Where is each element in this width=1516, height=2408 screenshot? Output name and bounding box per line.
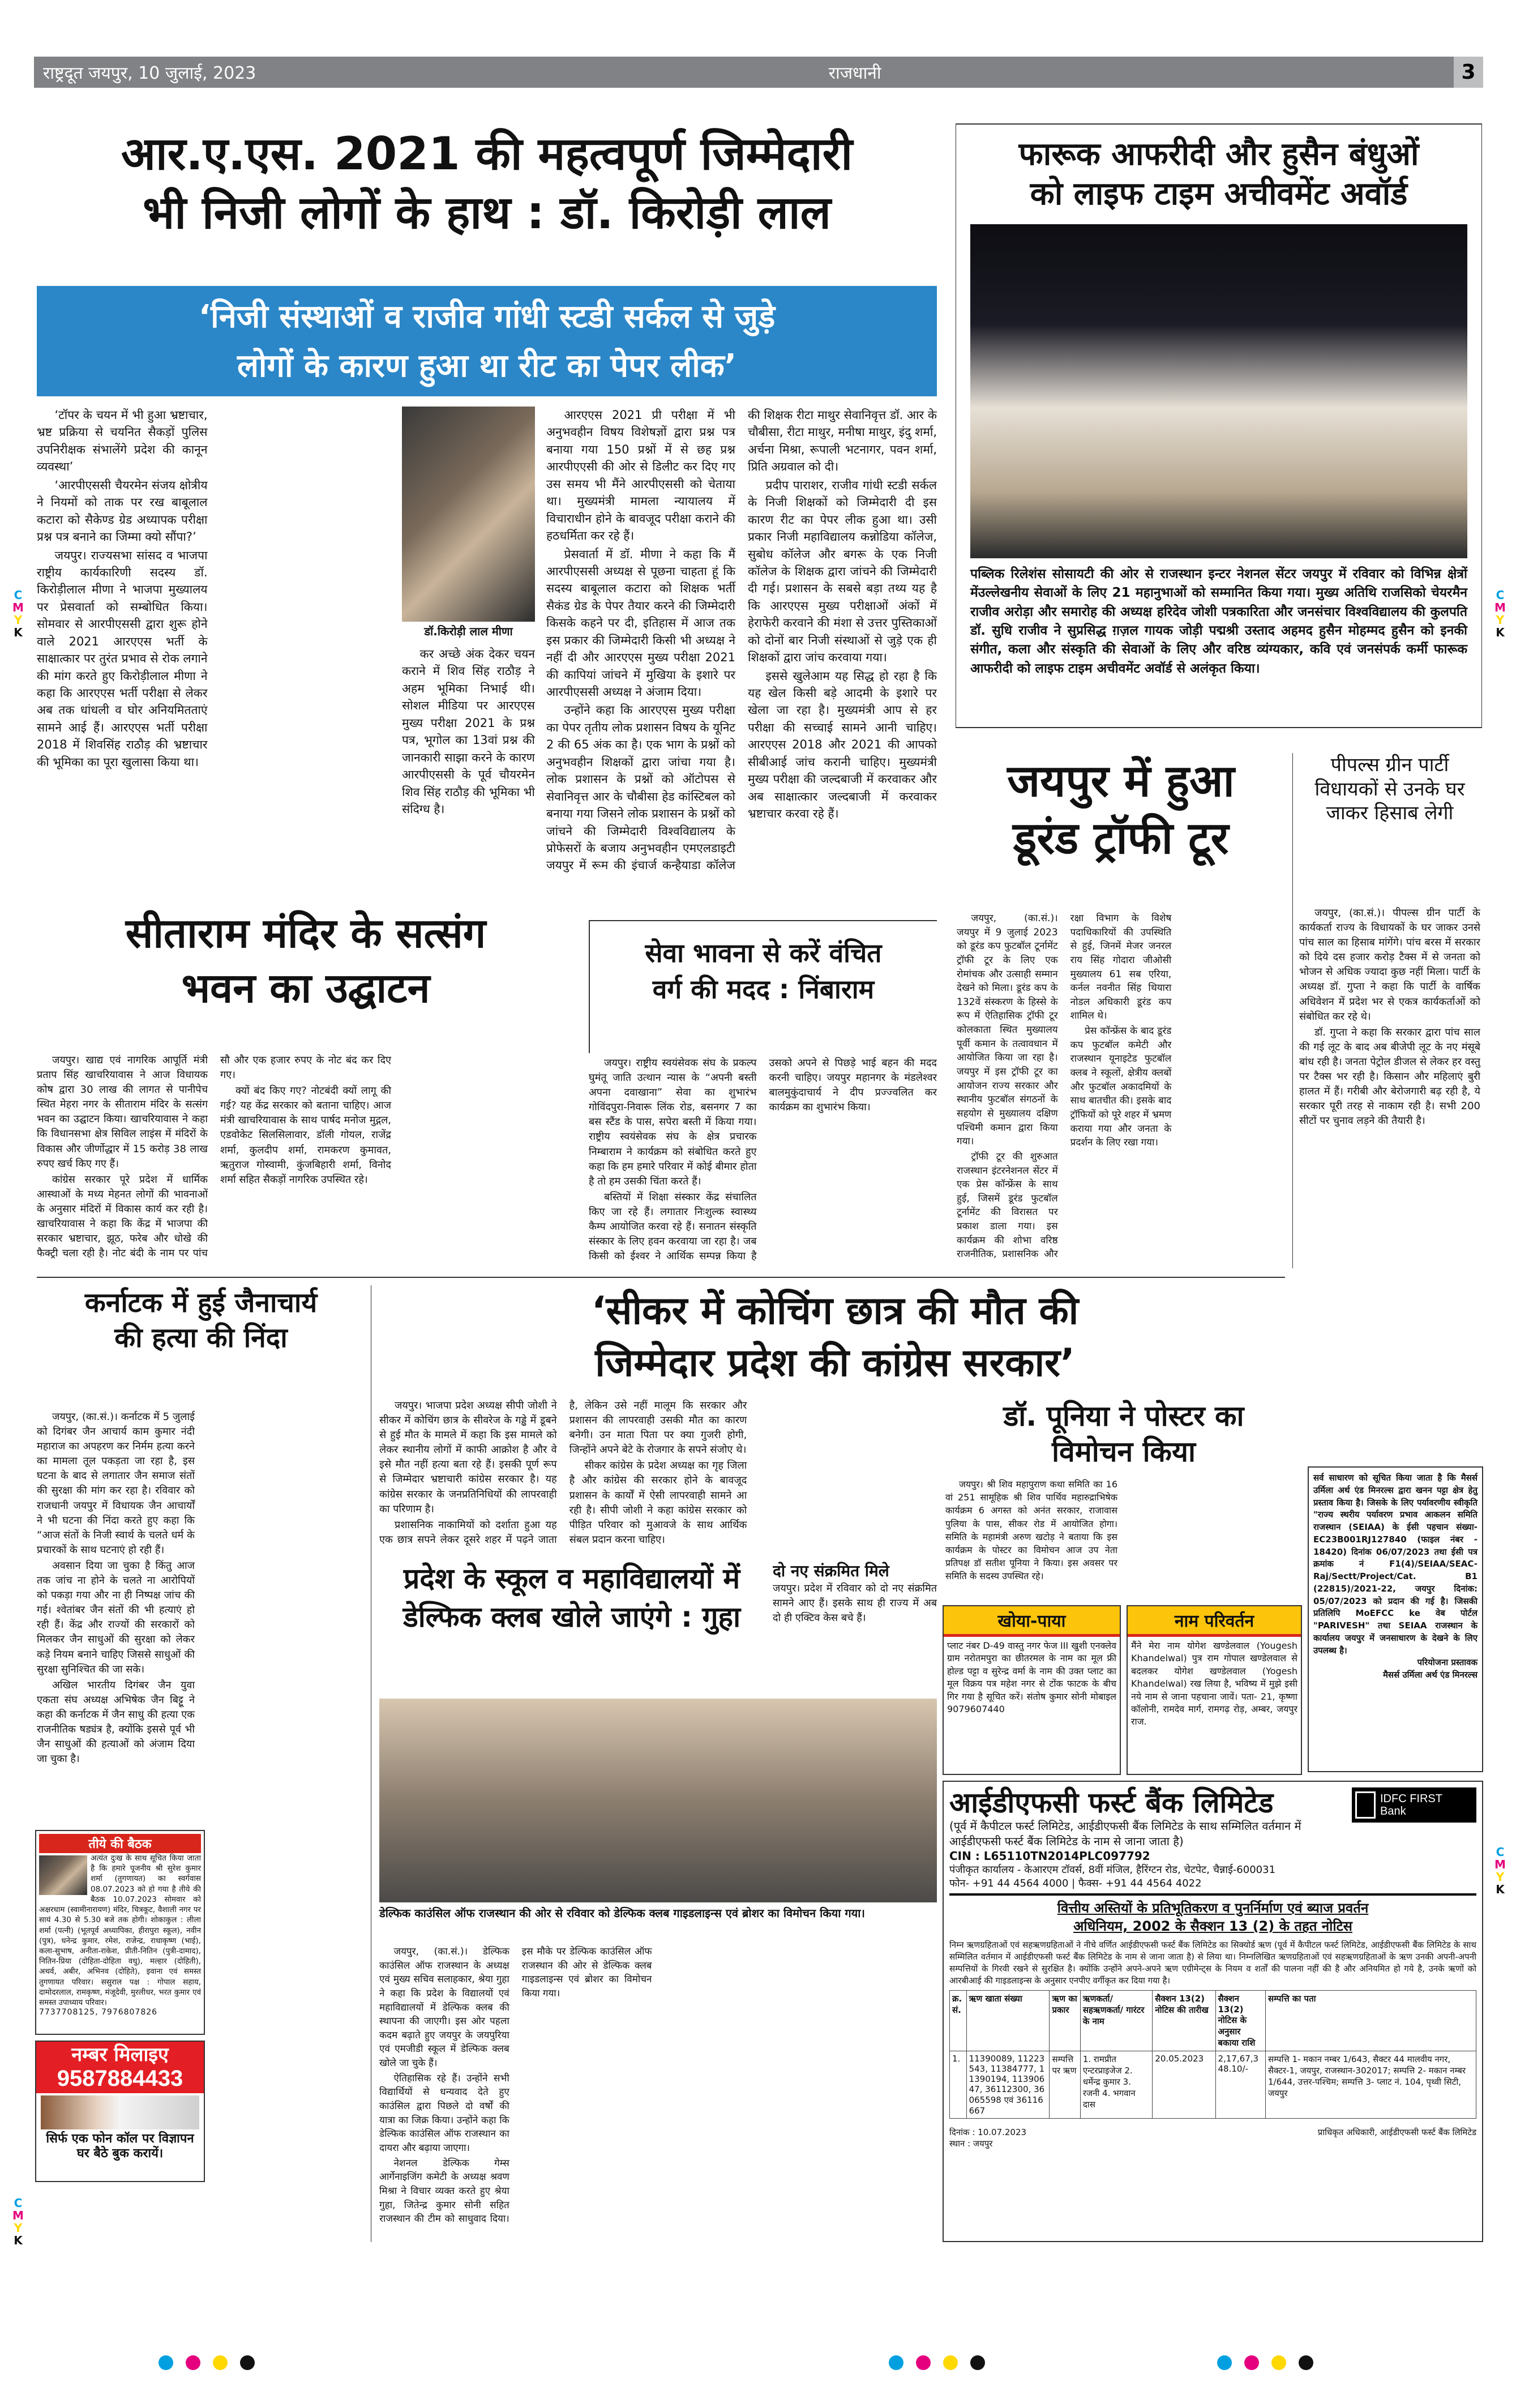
- divider: [37, 1277, 1285, 1278]
- keypad-image: [41, 2095, 199, 2129]
- lead-banner: [37, 286, 937, 396]
- seva-headline-box: [589, 920, 937, 1053]
- sikar-body: [379, 1398, 937, 1551]
- award-headline-line2: को लाइफ टाइम अचीवमेंट अवॉर्ड: [1030, 176, 1408, 212]
- paragraph: इससे खुलेआम यह सिद्ध हो रहा है कि यह खेल किसी बड़े आदमी के इशारे पर खेला जा रहा है। मुख्यमंत्री आप से हर परीक्षा की सच्चाई सामने आनी चाहिए। आरएएस 2018 और 2021 की आपको सीबीआई जांच करानी चाहिए। मुख्यमंत्री मुख्य परीक्षा की जल्दबाजी में करवाकर और अब साक्षात्कार जल्दबाजी में करवाकर भ्रष्टाचार करवा रहे हैं।: [748, 669, 937, 821]
- paragraph: अखिल भारतीय दिगंबर जैन युवा एकता संघ अध्यक्ष अभिषेक जैन बिट्टू ने कहा की कर्नाटक में जैन साधु की हत्या एक राजनीतिक षड्यंत्र है, क्योंकि इससे पूर्व भी जैन साधुओं की हत्याओं को अंजाम दिया जा चुका है।: [37, 1679, 195, 1765]
- paragraph: जयपुर। भाजपा प्रदेश अध्यक्ष सीपी जोशी ने सीकर में कोचिंग छात्र के सीवरेज के गड्ढे में डूबने से हुई मौत के मामले में कहा कि इस मामले को लेकर स्थानीय लोगों में काफी आक्रोश है और वे इसे मौत नहीं हत्या बता रहे हैं। इसकी पूर्ण रूप से जिम्मेदार भ्रष्टाचारी कांग्रेस सरकार है। यह कांग्रेस सरकार के जनप्रतिनिधियों की लापरवाही का परिणाम है।: [379, 1400, 557, 1515]
- col-header: ऋणकर्ता/सहऋणकर्ता/ गारंटर के नाम: [1080, 1990, 1153, 2051]
- ad-title: नम्बर मिलाइए: [71, 2043, 169, 2066]
- ad-phone-number: 9587884433: [57, 2066, 183, 2092]
- sikar-headline-line1: ‘सीकर में कोचिंग छात्र की मौत की: [591, 1289, 1079, 1333]
- notice-title: [949, 1899, 1476, 1936]
- table-row: [950, 2051, 1476, 2118]
- delphic-headline-line2: डेल्फिक क्लब खोले जाएंगे : गुहा: [402, 1600, 741, 1633]
- paragraph: अवसान दिया जा चुका है किंतु आज तक जांच ना होने के चलते ना आरोपियों को पकड़ा गया और ना ही निष्पक्ष जांच की गई। श्वेतांबर जैन संतों की भी हत्याएं हो रही हैं। केंद्र और राज्यों की सरकारों को मिलकर जैन साधुओं की सुरक्षा को लेकर कड़े नियम बनाने चाहिए जिससे साधुओं की सुरक्षा सुनिश्चित की जा सके।: [37, 1559, 195, 1675]
- name-change-title: नाम परिवर्तन: [1128, 1606, 1301, 1637]
- cell: 11390089, 11223543, 11384777, 11390194, 11390647, 36112300, 36065598 एवं 36116667: [966, 2051, 1050, 2118]
- seva-body: [589, 1056, 937, 1268]
- notice-title-line1: वित्तीय अस्तियों के प्रतिभूतिकरण व पुनर्निर्माण एवं ब्याज प्रवर्तन: [1057, 1900, 1369, 1916]
- delphic-event-photo: [379, 1699, 937, 1902]
- idfc-logo-mark-icon: [1355, 1791, 1376, 1819]
- col-header: सैक्शन 13(2) नोटिस के अनुसार बकाया राशि: [1215, 1990, 1266, 2051]
- lead-body-middle: [402, 645, 535, 882]
- notice-signature: प्राधिकृत अधिकारी, आईडीएफसी फर्स्ट बैंक लिमिटेड: [1317, 2127, 1476, 2137]
- idfc-office: पंजीकृत कार्यालय - केआरएम टॉवर्स, 8वीं मंजिल, हैरिंग्टन रोड, चेटपेट, चैन्नाई-600031: [949, 1864, 1276, 1876]
- deceased-photo: [39, 1855, 87, 1895]
- notice-signatory: मैसर्स उर्मिला अर्थ एंड मिनरल्स: [1382, 1670, 1478, 1680]
- notice-place: स्थान : जयपुर: [949, 2138, 993, 2149]
- cmyk-mark: C M Y K: [12, 588, 24, 639]
- lead-body-right: [546, 407, 937, 882]
- registration-dots: [1217, 2355, 1326, 2372]
- cell: सम्पत्ति पर ऋण: [1050, 2051, 1080, 2118]
- delphic-photo-caption: डेल्फिक काउंसिल ऑफ राजस्थान की ओर से रविवार को डेल्फिक क्लब गाइडलाइन्स एवं ब्रोशर का विमोचन किया गया।: [379, 1906, 865, 1920]
- idfc-title: आईडीएफसी फर्स्ट बैंक लिमिटेड: [949, 1786, 1274, 1819]
- notice-title-line2: अधिनियम, 2002 के सैक्शन 13 (2) के तहत नोटिस: [1073, 1918, 1352, 1935]
- banner-line1: ‘निजी संस्थाओं व राजीव गांधी स्टडी सर्कल से जुड़े: [198, 298, 776, 335]
- durand-headline: [957, 753, 1285, 868]
- cell: 20.05.2023: [1153, 2051, 1215, 2118]
- registration-dots: [889, 2355, 997, 2372]
- paragraph: बस्तियों में शिक्षा संस्कार केंद्र संचालित किए जा रहे हैं। लगातार निःशुल्क स्वास्थ्य कैम्प आयोजित करवा रहे हैं। सनातन संस्कृति संस्कार के लिए हवन करवाया जा रहा है। जब किसी को ईश्वर ने आर्थिक सम्पन्न किया है उसको अपने से पिछड़े भाई बहन की मदद करनी चाहिए। जयपुर महानगर के मंडलेश्वर बालमुकुंदाचार्य ने दीप प्रज्ज्वलित कर कार्यक्रम का शुभारंभ किया।: [589, 1057, 937, 1263]
- sikar-headline: [379, 1285, 1291, 1389]
- poonia-body: [945, 1478, 1302, 1599]
- poonia-headline-line2: विमोचन किया: [1052, 1435, 1196, 1468]
- lost-found-title: खोया-पाया: [944, 1606, 1120, 1637]
- notice-date: दिनांक : 10.07.2023: [949, 2127, 1027, 2137]
- col-header: सम्पत्ति का पता: [1266, 1990, 1476, 2051]
- paragraph: जयपुर। श्री शिव महापुराण कथा समिति का 16 वां 251 सामूहिक श्री शिव पार्थिव महारुद्राभिषेक कार्यक्रम 6 अगस्त को अनंत सरकार, राजावास पुलिया के पास, सीकर रोड में आयोजित होगा। समिति के महामंत्री अरुण खटोड़ ने बताया कि इस कार्यक्रम के पोस्टर का विमोचन आज उप नेता प्रतिपक्ष डॉ सतीश पूनिया ने किया। इस अवसर पर समिति के सदस्य उपस्थित रहे।: [945, 1479, 1117, 1582]
- poonia-headline-line1: डॉ. पूनिया ने पोस्टर का: [1003, 1400, 1244, 1432]
- delphic-body: [379, 1945, 937, 2236]
- infections-text: जयपुर। प्रदेश में रविवार को दो नए संक्रमित सामने आए हैं। इसके साथ ही राज्य में अब दो ही एक्टिव केस बचे हैं।: [773, 1582, 937, 1624]
- notice-signatory-title: परियोजना प्रस्तावक: [1417, 1657, 1478, 1668]
- dateline: राष्ट्रदूत जयपुर, 10 जुलाई, 2023: [43, 63, 256, 83]
- photo-caption: डॉ.किरोड़ी लाल मीणा: [424, 625, 513, 638]
- paragraph: कर अच्छे अंक देकर चयन कराने में शिव सिंह राठौड़ ने अहम भूमिका निभाई थी। सोशल मीडिया पर आरएएस मुख्य परीक्षा 2021 के प्रश्न पत्र, भूगोल का 13वां प्रश्न की जानकारी साझा करने के कारण आरपीएससी के पूर्व चौयरमेन शिव सिंह राठौड़ की भूमिका भी संदिग्ध है।: [402, 647, 535, 816]
- notice-body: निम्न ऋणग्रहिताओं एवं सहऋणग्रहिताओं ने नीचे वर्णित आईडीएफसी फर्स्ट बैंक लिमिटेड का सिक्योर्ड ऋण (पूर्व में कैपीटल फर्स्ट लिमिटेड, आईडीएफसी बैंक लिमिटेड के साथ सम्मिलित वर्तमान में आईडीएफसी फर्स्ट बैंक लिमिटेड के नाम से जाना जाता है) से लिया था। निम्नलिखित ऋणग्रहिताओं एवं सहऋणग्रहिताओं के ऋण उनकी अपनी-अपनी सम्पत्तियों के गिरवी रखने से सुरक्षित है। क्योंकि उन्होंने अपने-अपने ऋण एग्रीमेन्ट्स के नियम व शर्तों की पालना नहीं की है और अनियमित हो गये है, उनके ऋणों को आरबीआई की गाइडलाइन्स के अनुसार एनपीए वर्गीकृत कर दिया गया है।: [949, 1939, 1476, 1986]
- lost-found-text: प्लाट नंबर D-49 वास्तु नगर फेज III खुशी एनक्लेव ग्राम नरोतमपुरा का छीतरमल के नाम का मूल फ्री होल्ड पट्टा व सुरेन्द्र वर्मा के नाम की उक्त प्लाट का मूल विक्रय पत्र महेश नगर से टोंक फाटक के बीच गिर गया है सूचित करें। संतोष कुमार सोनी मोबाइल 9079607440: [947, 1640, 1116, 1714]
- paragraph: क्यों बंद किए गए? नोटबंदी क्यों लागू की गई? यह केंद्र सरकार को बताना चाहिए। आज मंत्री खाचरियावास के साथ पार्षद मनोज मुद्गल, एडवोकेट सिलसिलावार, डॉली गोयल, राजेंद्र शर्मा, कुलदीप शर्मा, रामकरण कुमावत, ऋतुराज गोस्वामी, कुंजबिहारी शर्मा, विनोद शर्मा सहित सैकड़ों नागरिक उपस्थित रहे।: [220, 1085, 391, 1186]
- cell: 2,17,67,348.10/-: [1215, 2051, 1266, 2118]
- paragraph: प्रशासनिक नाकामियों को दर्शाता हुआ यह एक छात्र सपने लेकर दूसरे शहर में पढ़ने जाता है, लेकिन उसे नहीं मालूम कि सरकार और प्रशासन की लापरवाही उसकी मौत का कारण बनेगी। उन माता पिता पर क्या गुजरी होगी, जिन्होंने अपने बेटे के रोजगार के सपने संजोए थे।: [379, 1400, 747, 1546]
- delphic-headline: [379, 1560, 764, 1636]
- paragraph: जयपुर। खाद्य एवं नागरिक आपूर्ति मंत्री प्रताप सिंह खाचरियावास ने आज विधायक कोष द्वारा 30 लाख की लागत से पानीपेच स्थित मेहरा नगर के सीताराम मंदिर के सत्संग भवन का उद्घाटन किया। खाचरियावास ने कहा कि विधानसभा क्षेत्र सिविल लाइंस में मंदिरों के विकास और जीर्णोद्धार में 15 करोड़ 38 लाख रुपए खर्च किए गए हैं।: [37, 1054, 208, 1170]
- column-rule: [1292, 753, 1293, 1268]
- masthead: [34, 57, 1483, 88]
- idfc-subtitle: (पूर्व में कैपीटल फर्स्ट लिमिटेड, आईडीएफसी बैंक लिमिटेड के साथ सम्मिलित वर्तमान में आईडीएफसी फर्स्ट बैंक लिमिटेड के नाम से जाना जाता है): [949, 1819, 1301, 1848]
- obituary-text: अत्यंत दुःख के साथ सूचित किया जाता है कि हमारे पूजनीय श्री सुरेश कुमार शर्मा (तुगणायत) का स्वर्गवास 08.07.2023 को हो गया है तीये की बैठक 10.07.2023 सोमवार को अक्षरधाम (स्वामीनारायण) मंदिर, चित्रकूट, वैशाली नगर पर सायं 4.30 से 5.30 बजे तक होगी। शोकाकुल : लीला शर्मा (पत्नी) (भूतपूर्व अध्यापिका, हीरापुरा स्कूल), नवीन (पुत्र), धनेन्द्र कुमार, रमेश, राजेन्द्र, राधाकृष्ण (भाई), कला-सुभाष, अनीता-राकेश, प्रीती-नितिन (पुत्री-दामाद), नितिन-प्रिया (दोहिता-दोहिता वधु), मल्हार (दोहिती), अथर्व, अबीर, अभिनव (दोहिते), इवाना एवं समस्त तुगणायत परिवार। ससुराल पक्ष : गोपाल सहाय, दामोदरलाल, रामकृष्ण, मंजूदेवी, मुरलीधर, भरत कुमार एवं समस्त उपाध्याय परिवार।: [39, 1854, 201, 2008]
- idfc-cin: CIN : L65110TN2014PLC097792: [949, 1849, 1150, 1863]
- logo-line1: IDFC FIRST: [1380, 1793, 1442, 1805]
- name-change-box: [1127, 1605, 1302, 1775]
- sitaram-headline: [37, 906, 575, 1016]
- col-header: ऋण खाता संख्या: [966, 1990, 1050, 2051]
- durand-headline-line2: डूरंड ट्रॉफी टूर: [1013, 813, 1229, 865]
- award-caption: पब्लिक रिलेशंस सोसायटी की ओर से राजस्थान इन्टर नेशनल सेंटर जयपुर में रविवार को विभिन्न क्षेत्रों मेंउल्लेखनीय सेवाओं के लिए 21 महानुभाओं को सम्मानित किया गया। मुख्य अतिथि राजसिको चेयरमैन राजीव अरोड़ा और समारोह की अध्यक्ष हरिदेव जोशी पत्रकारिता और जनसंचार विश्वविद्यालय की कुलपति डॉ. सुधि राजीव ने सुप्रसिद्ध ग़ज़ल गायक जोड़ी पद्मश्री उस्ताद अहमद हुसैन मोहम्मद हुसैन को इनकी संगीत, कला और संस्कृति की सेवाओं के लिए और वरिष्ठ व्यंग्यकार, कवि एवं जनसंपर्क कर्मी फारूक आफरीदी को लाइफ टाइम अचीवमेंट अवॉर्ड से अलंकृत किया।: [970, 567, 1467, 676]
- paragraph: जयपुर, (का.सं.)। डेल्फिक काउंसिल ऑफ राजस्थान के अध्यक्ष एवं मुख्य सचिव सलाहकार, श्रेया गुहा ने कहा कि प्रदेश के विद्यालयों एवं महाविद्यालयों में डेल्फिक क्लब की स्थापना की जाएगी। इस ओर पहला कदम बढ़ाते हुए जयपुर के जयपुरिया एवं एमजीडी स्कूल में डेल्फिक क्लब खोले जा चुके हैं।: [379, 1946, 509, 2069]
- divider: [949, 1893, 1476, 1896]
- infections-story: [773, 1560, 937, 1690]
- loan-table: [949, 1990, 1476, 2119]
- idfc-logo: [1352, 1787, 1476, 1823]
- environment-notice: [1308, 1466, 1483, 1772]
- registration-dots: [159, 2355, 267, 2372]
- paragraph: डॉ. गुप्ता ने कहा कि सरकार द्वारा पांच साल की गई लूट के बाद अब बीजेपी लूट के नए मंसूबे बांध रही है। जनता पेट्रोल डीजल से लेकर हर वस्तु पर टैक्स भर रही है। किसान और महिलाएं बुरी हालत में हैं। गरीबी और बेरोजगारी बढ़ रही है, ये सरकार पूरी तरह से नाकाम रही है। सभी 200 सीटों पर चुनाव लड़ने की तैयारी है।: [1299, 1026, 1480, 1127]
- paragraph: जयपुर। राज्यसभा सांसद व भाजपा राष्ट्रीय कार्यकारिणी सदस्य डॉ. किरोड़ीलाल मीणा ने भाजपा मुख्यालय पर प्रेसवार्ता को सम्बोधित किया। सोमवार से आरपीएससी द्वारा शुरू होने वाले 2021 आरएएस भर्ती के साक्षात्कार पर तुरंत प्रभाव से रोक लगाने की मांग करते हुए किरोड़ीलाल मीणा ने कहा कि आरएएस भर्ती परीक्षा से लेकर अब तक धांधली व घोर अनियमितताएं सामने आई हैं। आरएएस भर्ती परीक्षा 2018 में शिवसिंह राठौड़ की भ्रष्टाचार की भूमिका का पूरा खुलासा किया था।: [37, 548, 208, 769]
- cell: 1. रामप्रीत एन्टरप्राइजेज 2. धर्मेन्द्र कुमार 3. रजनी 4. भगवान दास: [1080, 2051, 1153, 2118]
- karnataka-headline-line1: कर्नाटक में हुई जैनाचार्य: [84, 1287, 318, 1319]
- paragraph: सीकर कांग्रेस के प्रदेश अध्यक्ष का गृह जिला है और कांग्रेस की सरकार होने के बावजूद प्रशासन के कार्यों में ऐसी लापरवाही सामने आ रही है। सीपी जोशी ने कहा कांग्रेस सरकार को पीड़ित परिवार को मुआवजे के साथ आर्थिक संबल प्रदान करना चाहिए।: [569, 1460, 747, 1546]
- paragraph: प्रदीप पाराशर, राजीव गांधी स्टडी सर्कल के निजी शिक्षकों को जिम्मेदारी दी इस कारण रीट का पेपर लीक हुआ था। उसी प्रकार निजी महाविद्यालय कन्नोडिया कॉलेज, सुबोध कॉलेज और बगरू के एक निजी कॉलेज के शिक्षक द्वारा जांचने की जिम्मेदारी दी गई। प्रशासन के सबसे बड़ा तथ्य यह है कि आरएएस मुख्य परीक्षाओं अंकों में हेराफेरी करवाने की मंशा से उत्तर पुस्तिकाओं को दोनों बार निजी संस्थाओं से जुड़े एक ही शिक्षकों द्वारा जांच करवाया गया।: [748, 478, 937, 665]
- sitaram-body: [37, 1053, 575, 1268]
- page-number: 3: [1454, 57, 1483, 88]
- seva-headline-line2: वर्ग की मदद : निंबाराम: [652, 974, 875, 1005]
- award-ceremony-photo: [970, 224, 1467, 558]
- paragraph: जयपुर, (का.सं.)। जयपुर में 9 जुलाई 2023 को डूरंड कप फुटबॉल टूर्नामेंट ट्रॉफी टूर के लिए एक रोमांचक और उत्साही सम्मान देखने को मिला। डूरंड कप के 132वें संस्करण के हिस्से के रूप में ऐतिहासिक ट्रॉफी टूर कोलकाता स्थित मुख्यालय पूर्वी कमान के तत्वावधान में आयोजित किया जा रहा है। जयपुर में इस ट्रॉफी टूर का आयोजन राज्य सरकार और स्थानीय फुटबॉल संगठनों के सहयोग से मुख्यालय दक्षिण पश्चिमी कमान द्वारा किया गया।: [957, 913, 1058, 1148]
- cell: 1.: [950, 2051, 967, 2118]
- col-header: क्र. सं.: [950, 1990, 967, 2051]
- obituary-box: [35, 1830, 205, 2035]
- cmyk-mark: C M Y K: [1494, 1845, 1506, 1896]
- lost-found-box: [943, 1605, 1121, 1775]
- karnataka-body: [37, 1410, 365, 1826]
- obituary-phones: 7737708125, 7976807826: [39, 2008, 158, 2017]
- paragraph: कांग्रेस सरकार पूरे प्रदेश में धार्मिक आस्थाओं के मध्य मेहनत लोगों की भावनाओं के अनुसार मंदिरों में विकास कार्य कर रही है। खाचरियावास ने कहा कि केंद्र में भाजपा की सरकार भ्रष्टाचार, झूठ, फरेब और धोखे की फैक्ट्री चला रही है। नोट बंदी के नाम पर पांच सौ और एक हजार रुपए के नोट बंद कर दिए गए।: [37, 1054, 391, 1260]
- karnataka-headline: [37, 1285, 365, 1356]
- cell: सम्पत्ति 1- मकान नम्बर 1/643, सैक्टर 44 मालवीय नगर, सैक्टर-1, जयपुर, राजस्थान-302017; सम्पत्ति 2- मकान नम्बर 1/644, उत्तर-पश्चिम; सम्पत्ति 3- प्लाट नं. 104, पृथ्वी सिटी, जयपुर: [1266, 2051, 1476, 2118]
- paragraph: जयपुर, (का.सं.)। पीपल्स ग्रीन पार्टी के कार्यकर्ता राज्य के विधायकों के घर जाकर उनसे पांच साल का हिसाब मांगेंगे। पांच बरस में सरकार को दिये दस हजार करोड़ टैक्स में से जनता को भोजन से अधिक ज्यादा कुछ नहीं मिला। पार्टी के अध्यक्ष डॉ. गुप्ता ने कहा कि पार्टी के वार्षिक अधिवेशन में प्रदेश भर से एकत्र कार्यकर्ताओं को संबोधित कर रहे थे।: [1299, 907, 1480, 1023]
- notice-text: सर्व साधारण को सूचित किया जाता है कि मैसर्स उर्मिला अर्थ एंड मिनरल्स द्वारा खनन पट्टा क्षेत्र हेतु प्रस्ताव किया है। जिसके के लिए पर्यावरणीय स्वीकृति "राज्य स्थरीय पर्यावरण प्रभाव आकलन समिति राजस्थान (SEIAA) के ईसी पहचान संख्या-EC23B001RJ127840 (फाइल नंबर - 18420) दिनांक 06/07/2023 तथा ईसी पत्र क्रमांक नं F1(4)/SEIAA/SEAC-Raj/Sectt/Project/Cat. B1 (22815)/2021-22, जयपुर दिनांक: 05/07/2023 को प्रदान की गई है। जिसकी प्रतिलिपि MoEFCC ke वेब पोर्टल "PARIVESH" तथा SEIAA राजस्थान के कार्यालय जयपुर में जनसाधारण के देखने के लिए उपलब्ध है।: [1313, 1473, 1478, 1656]
- obituary-title: तीये की बैठक: [39, 1834, 201, 1853]
- col-header: ऋण का प्रकार: [1050, 1990, 1080, 2051]
- name-change-text: मैंने मेरा नाम योगेश खण्डेलवाल (Yougesh Khandelwal) पुत्र राम गोपाल खण्डेलवाल से बदलकर योगेश खण्डेलवाल (Yogesh Khandelwal) रख लिया है, भविष्य में मुझे इसी नये नाम से जाना पहचाना जावें। पता- 21, कृष्णा कॉलोनी, रामदेव मार्ग, रामगढ़ रोड़, अम्बर, जयपुर राज.: [1131, 1640, 1297, 1727]
- paragraph: जयपुर। राष्ट्रीय स्वयंसेवक संघ के प्रकल्प घुमंतू जाति उत्थान न्यास के “अपनी बस्ती अपना दवाखाना” सेवा का शुभारंभ गोविंदपुरा-निवारू लिंक रोड, बसनगर 7 का बस स्टैंड के पास, सपेरा बस्ती में किया गया। राष्ट्रीय स्वयंसेवक संघ के क्षेत्र प्रचारक निम्बाराम ने कार्यक्रम को संबोधित करते हुए कहा कि हम हमारे परिवार में कोई बीमार होता है तो हम उसकी चिंता करते हैं।: [589, 1057, 757, 1187]
- lead-body-left: [37, 407, 391, 882]
- poonia-headline: [945, 1398, 1302, 1469]
- peoples-body: [1299, 906, 1480, 1455]
- paragraph: ऐतिहासिक रहे हैं। उन्होंने सभी विद्यार्थियों से धन्यवाद देते हुए काउंसिल द्वारा पिछले दो वर्षों की यात्रा का जिक्र किया। उन्होंने कहा कि डेल्फिक काउंसिल ऑफ राजस्थान का दायरा और बढ़ाया जाएगा।: [379, 2072, 509, 2154]
- lead-headline: [37, 125, 937, 242]
- paragraph: जयपुर, (का.सं.)। कर्नाटक में 5 जुलाई को दिगंबर जैन आचार्य काम कुमार नंदी महाराज का अपहरण कर निर्मम हत्या करने का मामला तूल पकड़ता जा रहा है, इस घटना के बाद से लगातार जैन समाज संतों की सुरक्षा की मांग कर रहा है। रविवार को राजधानी जयपुर में विधायक जैन आचार्यों ने भी घटना की निंदा करते हुए कहा कि “आज संतों के निजी स्वार्थ के चलते धर्म के प्रचारकों के साथ घटनाएं हो रही हैं।: [37, 1411, 195, 1556]
- sitaram-headline-line1: सीताराम मंदिर के सत्संग: [125, 909, 486, 957]
- paragraph: ‘आरपीएससी चैयरमेन संजय क्षोत्रीय ने नियमों को ताक पर रख बाबूलाल कटारा को सैकेण्ड ग्रेड अध्यापक परीक्षा प्रश्न पत्र बनाने का जिम्मा क्यो सौंपा?’: [37, 478, 208, 544]
- section-name: राजधानी: [828, 63, 881, 83]
- lead-headline-line2: भी निजी लोगों के हाथ : डॉ. किरोड़ी लाल: [143, 186, 831, 239]
- durand-body: [957, 912, 1285, 1268]
- karnataka-headline-line2: की हत्या की निंदा: [114, 1322, 288, 1354]
- paragraph: नेशनल डेल्फिक गेम्स आर्गेनाइजिंग कमेटी के अध्यक्ष श्रवण मिश्रा ने विचार व्यक्त करते हुए श्रेया गुहा, जितेन्द्र कुमार सोनी सहित राजस्थान की टीम को साधुवाद दिया। इस मौके पर डेल्फिक काउंसिल ऑफ राजस्थान की ओर से डेल्फिक क्लब गाइडलाइन्स एवं ब्रोशर का विमोचन किया गया।: [379, 1946, 652, 2225]
- sikar-headline-line2: जिम्मेदार प्रदेश की कांग्रेस सरकार’: [595, 1340, 1075, 1385]
- paragraph: प्रेसवार्ता में डॉ. मीणा ने कहा कि मैं आरपीएससी अध्यक्ष से पूछना चाहता हूं कि सदस्य बाबूलाल कटारा को शिक्षक भर्ती सैकंड ग्रेड के पेपर तैयार करने की जिम्मेदारी किसके कहने पर दी, इतिहास में आज तक इस प्रकार की जिम्मेदारी किसी भी अध्यक्ष ने नहीं दी और आरएएस मुख्य परीक्षा 2021 की कापियां जांचने में मुखिया के इशारे पर आरपीएससी अध्यक्ष ने अंजाम दिया।: [546, 547, 735, 699]
- cmyk-mark: C M Y K: [12, 2196, 24, 2247]
- peoples-headline: पीपल्स ग्रीन पार्टी विधायकों से उनके घर जाकर हिसाब लेगी: [1314, 754, 1465, 824]
- kirodi-lal-photo: [402, 407, 535, 622]
- paragraph: ‘टॉपर के चयन में भी हुआ भ्रष्टाचार, भ्रष्ट प्रक्रिया से चयनित सैकड़ों पुलिस उपनिरीक्षक संभालेंगे प्रदेश की कानून व्यवस्था’: [37, 408, 208, 474]
- cmyk-mark: C M Y K: [1494, 588, 1506, 639]
- ad-tagline: सिर्फ एक फोन कॉल पर विज्ञापन घर बैठे बुक करायें।: [46, 2132, 194, 2161]
- seva-headline: [590, 921, 937, 1008]
- delphic-headline-line1: प्रदेश के स्कूल व महाविद्यालयों में: [403, 1562, 740, 1595]
- logo-line2: Bank: [1380, 1805, 1406, 1817]
- idfc-contact: फोन- +91 44 4564 4000 | फैक्स- +91 44 4564 4022: [949, 1877, 1202, 1889]
- number-ad: [35, 2041, 205, 2182]
- banner-line2: लोगों के कारण हुआ था रीट का पेपर लीक’: [237, 347, 737, 384]
- award-headline-line1: फारूक आफरीदी और हुसैन बंधुओं: [1018, 136, 1419, 173]
- paragraph: आरएएस 2021 प्री परीक्षा में भी अनुभवहीन विषय विशेषज्ञों द्वारा प्रश्न पत्र बनाया गया 150 प्रश्नों में से छह प्रश्न आरपीएएसी की ओर से डिलीट कर दिए गए उस समय भी मैंने आरपीएससी को चेताया था। मुख्यमंत्री मामला न्यायालय में विचाराधीन होने के बावजूद परीक्षा कराने की हठधर्मिता कर रहे हैं।: [546, 408, 735, 543]
- paragraph: उन्होंने कहा कि आरएएस मुख्य परीक्षा का पेपर तृतीय लोक प्रशासन विषय के यूनिट 2 की 65 अंक का है। एक भाग के प्रश्नों को अनुभवहीन शिक्षकों द्वारा जांचा गया है। लोक प्रशासन के प्रश्नों को ऑटोपस से सेवानिवृत्त आर के चौबीसा हेड कांस्टिबल को बनाया गया जिसने लोक प्रशासन के प्रश्नों को जांचने की जिम्मेदारी विश्वविद्यालय के प्रोफेसरों के बजाय अनुभवहीन एमएलडाइटी जयपुर में रूम की इंचार्ज कन्हैयाडा कॉलेज की शिक्षक रीटा माथुर सेवानिवृत्त डॉ. आर के चौबीसा, रीटा माथुर, मनीषा माथुर, इंदु शर्मा, अर्चना मिश्रा, रूपाली भटनागर, पवन शर्मा, प्रिति अग्रवाल को दी।: [546, 408, 937, 872]
- table-header-row: [950, 1990, 1476, 2051]
- award-headline: [956, 125, 1481, 214]
- durand-headline-line1: जयपुर में हुआ: [1007, 756, 1235, 807]
- lead-headline-line1: आर.ए.एस. 2021 की महत्वपूर्ण जिम्मेदारी: [121, 127, 853, 180]
- idfc-bank-notice: [943, 1781, 1483, 2242]
- seva-headline-line1: सेवा भावना से करें वंचित: [645, 938, 882, 968]
- infections-headline: दो नए संक्रमित मिले: [773, 1562, 889, 1580]
- award-story: [956, 123, 1482, 728]
- paragraph: ट्रॉफी टूर की शुरुआत राजस्थान इंटरनेशनल सेंटर में एक प्रेस कॉन्फ्रेंस के साथ हुई, जिसमें डूरंड फुटबॉल टूर्नामेंट की विरासत पर प्रकाश डाला गया। इस कार्यक्रम की शोभा वरिष्ठ राजनीतिक, प्रशासनिक और रक्षा विभाग के विशेष पदाधिकारियों की उपस्थिति से हुई, जिनमें मेजर जनरल राय सिंह गोदारा जीओसी मुख्यालय 61 सब एरिया, कर्नल नवनीत सिंह थियारा नोडल अधिकारी डूरंड कप शामिल थे।: [957, 913, 1172, 1260]
- col-header: सैक्शन 13(2) नोटिस की तारीख: [1153, 1990, 1215, 2051]
- paragraph: प्रेस कॉन्फ्रेंस के बाद डूरंड कप फुटबॉल कमेटी और राजस्थान यूनाइटेड फुटबॉल क्लब ने स्कूलों, क्षेत्रीय क्लबों और फुटबॉल अकादमियों के साथ बातचीत की। इसके बाद ट्रॉफियों को पूरे शहर में भ्रमण कराया गया और जनता के प्रदर्शन के लिए रखा गया।: [1070, 1025, 1172, 1149]
- sitaram-headline-line2: भवन का उद्घाटन: [181, 964, 430, 1012]
